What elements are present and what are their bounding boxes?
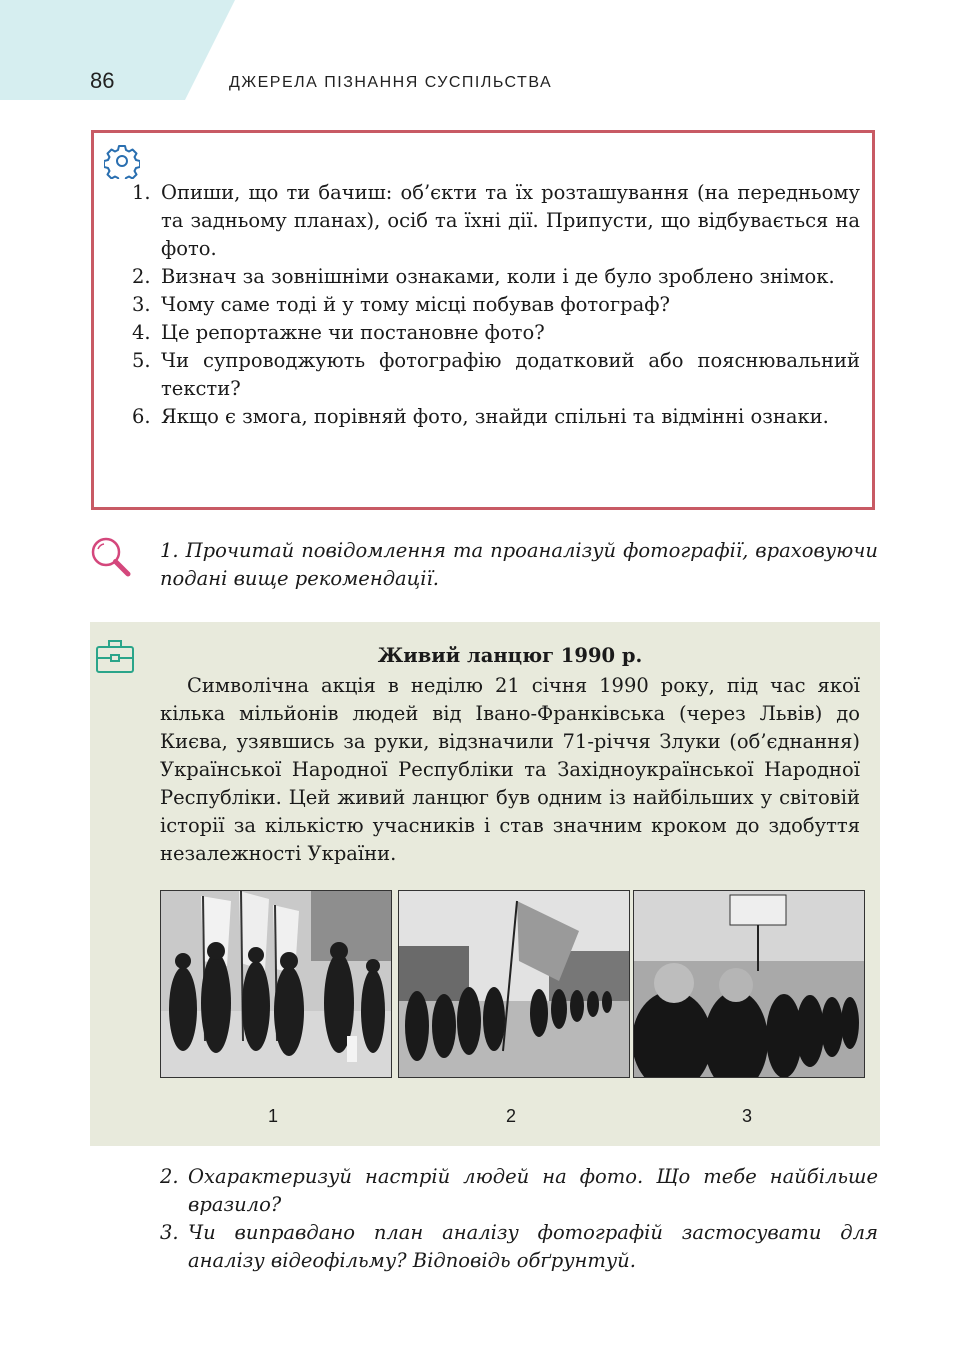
running-title: ДЖЕРЕЛА ПІЗНАННЯ СУСПІЛЬСТВА — [229, 74, 553, 91]
magnifier-icon — [88, 535, 132, 579]
list-item: 3. Чи виправдано план аналізу фотографій застосувати для аналізу відеофільму? Відповідь обґрунтуй. — [160, 1221, 878, 1272]
list-item: 1. Опиши, що ти бачиш: об’єкти та їх розташування (на передньому та задньому планах), осіб та їхні дії. Припусти, що відбувається на фото. — [132, 181, 860, 260]
photo-caption: 1 — [268, 1106, 279, 1126]
briefcase-icon — [94, 636, 136, 676]
photo-caption: 2 — [506, 1106, 517, 1126]
task-1-number: 1. — [160, 539, 179, 562]
list-item: 5. Чи супроводжують фотографію додатковий або пояснювальний тексти? — [132, 349, 860, 400]
photo-caption: 3 — [742, 1106, 753, 1126]
tips-list — [132, 179, 860, 431]
list-item: 2. Охарактеризуй настрій людей на фото. Що тебе найбільше вразило? — [160, 1165, 878, 1216]
tasks-list — [160, 1163, 878, 1275]
photo-2 — [398, 890, 630, 1078]
info-box-title: Живий ланцюг 1990 р. — [377, 644, 643, 667]
gear-icon — [104, 143, 140, 179]
list-item: 3. Чому саме тоді й у тому місці побував фотограф? — [132, 293, 670, 316]
photo-1 — [160, 890, 392, 1078]
task-1-text: Прочитай повідомлення та проаналізуй фотографії, враховуючи подані вище рекомендації. — [160, 539, 878, 590]
analysis-tips-box — [91, 130, 875, 510]
list-item: 6. Якщо є змога, порівняй фото, знайди спільні та відмінні ознаки. — [132, 405, 829, 428]
list-item: 4. Це репортажне чи постановне фото? — [132, 321, 545, 344]
list-item: 2. Визнач за зовнішніми ознаками, коли і де було зроблено знімок. — [132, 265, 835, 288]
info-box-text: Символічна акція в неділю 21 січня 1990 року, під час якої кілька мільйонів людей від Івано-Франківська (через Львів) до Києва, узявшись за руки, відзначили 71-річчя Злуки (об’єднання) Української Народної Республіки та Західноукраїнської Народної Республіки. Цей живий ланцюг був одним із найбільших у світовій історії за кількістю учасників і став значним кроком до здобуття незалежності України. — [160, 674, 860, 865]
task-1 — [160, 537, 878, 593]
photo-3 — [633, 890, 865, 1078]
page-number: 86 — [90, 68, 115, 93]
corner-decoration — [0, 0, 235, 100]
info-box — [90, 622, 880, 1146]
